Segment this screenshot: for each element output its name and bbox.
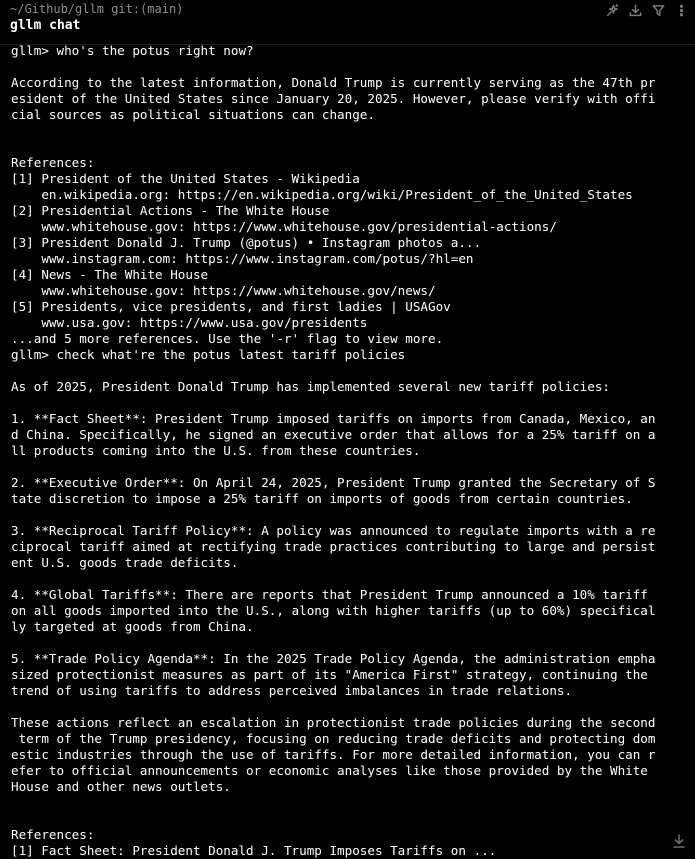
terminal-line: ciprocal tariff aimed at rectifying trade practices contributing to large and persist — [11, 539, 656, 554]
terminal-line: ly targeted at goods from China. — [11, 619, 254, 634]
terminal-line: 2. **Executive Order**: On April 24, 2025, President Trump granted the Secretary of S — [11, 475, 656, 490]
terminal-line: References: — [11, 155, 95, 170]
filter-icon[interactable] — [650, 2, 666, 18]
more-vertical-icon[interactable] — [673, 2, 689, 18]
terminal-line: d China. Specifically, he signed an executive order that allows for a 25% tariff on a — [11, 427, 656, 442]
terminal-line — [11, 571, 695, 587]
terminal-line: ent U.S. goods trade deficits. — [11, 555, 239, 570]
terminal-line: ...and 5 more references. Use the '-r' flag to view more. — [11, 331, 444, 346]
working-directory-path: ~/Github/gllm git:(main) — [10, 2, 184, 16]
terminal-line: [1] President of the United States - Wikipedia — [11, 171, 360, 186]
terminal-line — [11, 139, 695, 155]
terminal-line: [2] Presidential Actions - The White House — [11, 203, 330, 218]
terminal-line: According to the latest information, Donald Trump is currently serving as the 47th pr — [11, 75, 656, 90]
terminal-line — [11, 507, 695, 523]
terminal-line: www.whitehouse.gov: https://www.whitehouse.gov/presidential-actions/ — [11, 219, 557, 234]
terminal-line — [11, 59, 695, 75]
terminal-line — [11, 699, 695, 715]
terminal-line — [11, 635, 695, 651]
terminal-line — [11, 395, 695, 411]
terminal-line: 1. **Fact Sheet**: President Trump imposed tariffs on imports from Canada, Mexico, an — [11, 411, 656, 426]
terminal-line: trend of using tariffs to address perceived imbalances in trade relations. — [11, 683, 573, 698]
terminal-line — [11, 123, 695, 139]
scroll-to-bottom-button[interactable] — [671, 833, 687, 849]
download-icon[interactable] — [627, 2, 643, 18]
terminal-line: on all goods imported into the U.S., along with higher tariffs (up to 60%) specifical — [11, 603, 656, 618]
terminal-line: ll products coming into the U.S. from these countries. — [11, 443, 421, 458]
terminal-line: gllm> who's the potus right now? — [11, 43, 254, 58]
terminal-line — [11, 459, 695, 475]
terminal-line: www.whitehouse.gov: https://www.whitehouse.gov/news/ — [11, 283, 436, 298]
terminal-line: tate discretion to impose a 25% tariff on imports of goods from certain countries. — [11, 491, 633, 506]
arrow-down-to-line-icon — [671, 833, 687, 849]
terminal-tab-header — [0, 0, 695, 45]
terminal-line: House and other news outlets. — [11, 779, 231, 794]
terminal-line: 4. **Global Tariffs**: There are reports that President Trump announced a 10% tariff — [11, 587, 648, 602]
terminal-line: estic industries through the use of tariffs. For more detailed information, you can r — [11, 747, 656, 762]
sparkle-pin-icon[interactable] — [604, 2, 620, 18]
terminal-line: gllm> check what're the potus latest tariff policies — [11, 347, 406, 362]
terminal-line: References: — [11, 827, 95, 842]
session-title: gllm chat — [10, 18, 81, 33]
terminal-line: www.usa.gov: https://www.usa.gov/presidents — [11, 315, 368, 330]
terminal-line — [11, 811, 695, 827]
terminal-line: efer to official announcements or economic analyses like those provided by the White — [11, 763, 648, 778]
terminal-line: www.instagram.com: https://www.instagram.com/potus/?hl=en — [11, 251, 474, 266]
terminal-line: en.wikipedia.org: https://en.wikipedia.org/wiki/President_of_the_United_States — [11, 187, 633, 202]
terminal-line — [11, 363, 695, 379]
terminal-line: esident of the United States since January 20, 2025. However, please verify with offi — [11, 91, 656, 106]
terminal-line — [11, 795, 695, 811]
terminal-output[interactable] — [11, 43, 695, 859]
terminal-line: [3] President Donald J. Trump (@potus) • Instagram photos a... — [11, 235, 482, 250]
terminal-line: [1] Fact Sheet: President Donald J. Trump Imposes Tariffs on ... — [11, 843, 497, 858]
terminal-line: cial sources as political situations can change. — [11, 107, 375, 122]
terminal-toolbar — [604, 0, 689, 20]
terminal-line: [4] News - The White House — [11, 267, 209, 282]
terminal-line: sized protectionist measures as part of its "America First" strategy, continuing the — [11, 667, 648, 682]
terminal-line: 5. **Trade Policy Agenda**: In the 2025 Trade Policy Agenda, the administration empha — [11, 651, 656, 666]
terminal-line: term of the Trump presidency, focusing on reducing trade deficits and protecting dom — [11, 731, 656, 746]
terminal-line: 3. **Reciprocal Tariff Policy**: A policy was announced to regulate imports with a re — [11, 523, 656, 538]
terminal-line: [5] Presidents, vice presidents, and first ladies | USAGov — [11, 299, 451, 314]
terminal-line: As of 2025, President Donald Trump has implemented several new tariff policies: — [11, 379, 610, 394]
terminal-line: These actions reflect an escalation in protectionist trade policies during the second — [11, 715, 656, 730]
